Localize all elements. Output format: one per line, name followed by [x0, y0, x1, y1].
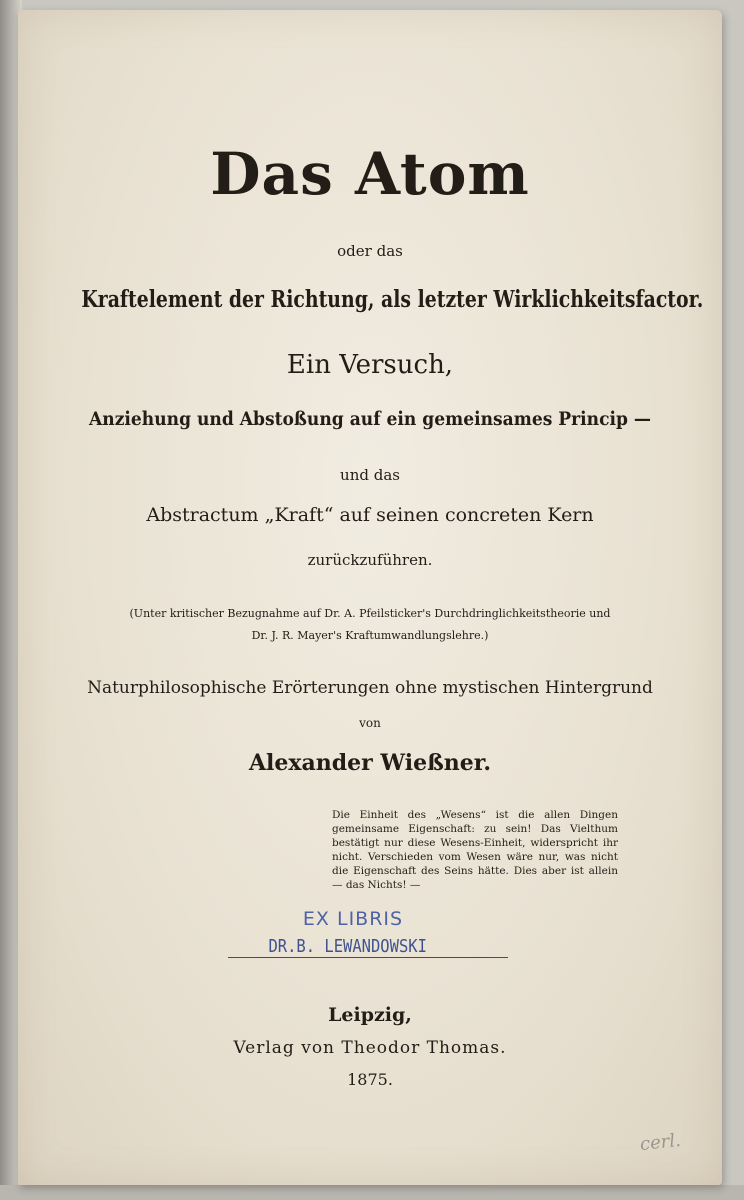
- subtitle-line-3: Anziehung und Abstoßung auf ein gemeinsames Princip —: [89, 408, 651, 430]
- subtitle-line-2: Ein Versuch,: [286, 350, 454, 380]
- pencil-annotation: cerl.: [639, 1129, 682, 1156]
- title-page: [18, 10, 722, 1185]
- note-line-1: (Unter kritischer Bezugnahme auf Dr. A. Pfeilsticker's Durchdringlichkeitstheorie und: [129, 607, 611, 620]
- note-line-2: Dr. J. R. Mayer's Kraftumwandlungslehre.): [251, 629, 489, 642]
- subtitle-line-5: Abstractum „Kraft“ auf seinen concreten Kern: [146, 504, 594, 526]
- subtitle-line-1: Kraftelement der Richtung, als letzter Wirklichkeitsfactor.: [81, 286, 704, 313]
- author-name: Alexander Wießner.: [248, 750, 492, 776]
- author-preposition: von: [359, 716, 381, 730]
- publication-year: 1875.: [347, 1070, 393, 1089]
- publisher: Verlag von Theodor Thomas.: [233, 1038, 507, 1058]
- background-strip: [0, 1185, 744, 1200]
- title-connector: oder das: [337, 242, 403, 260]
- subtitle-line-7: Naturphilosophische Erörterungen ohne mystischen Hintergrund: [87, 678, 653, 698]
- stamp-underline: [228, 957, 508, 958]
- subtitle-line-4: und das: [340, 466, 400, 484]
- publication-city: Leipzig,: [328, 1004, 412, 1026]
- motto-quote: Die Einheit des „Wesens“ ist die allen Dingen gemeinsame Eigenschaft: zu sein! Das Vielthum bestätigt nur diese Wesens-Einheit, widerspricht ihr nicht. Verschieden vom Wesen wäre nur, was nicht die Eigenschaft des Seins hätte. Dies aber ist allein — das Nichts! —: [332, 809, 618, 891]
- subtitle-line-6: zurückzuführen.: [307, 551, 433, 569]
- book-title: Das Atom: [210, 140, 530, 208]
- ex-libris-stamp-heading: EX LIBRIS: [302, 908, 404, 930]
- ex-libris-stamp-owner: DR.B. LEWANDOWSKI: [268, 936, 427, 957]
